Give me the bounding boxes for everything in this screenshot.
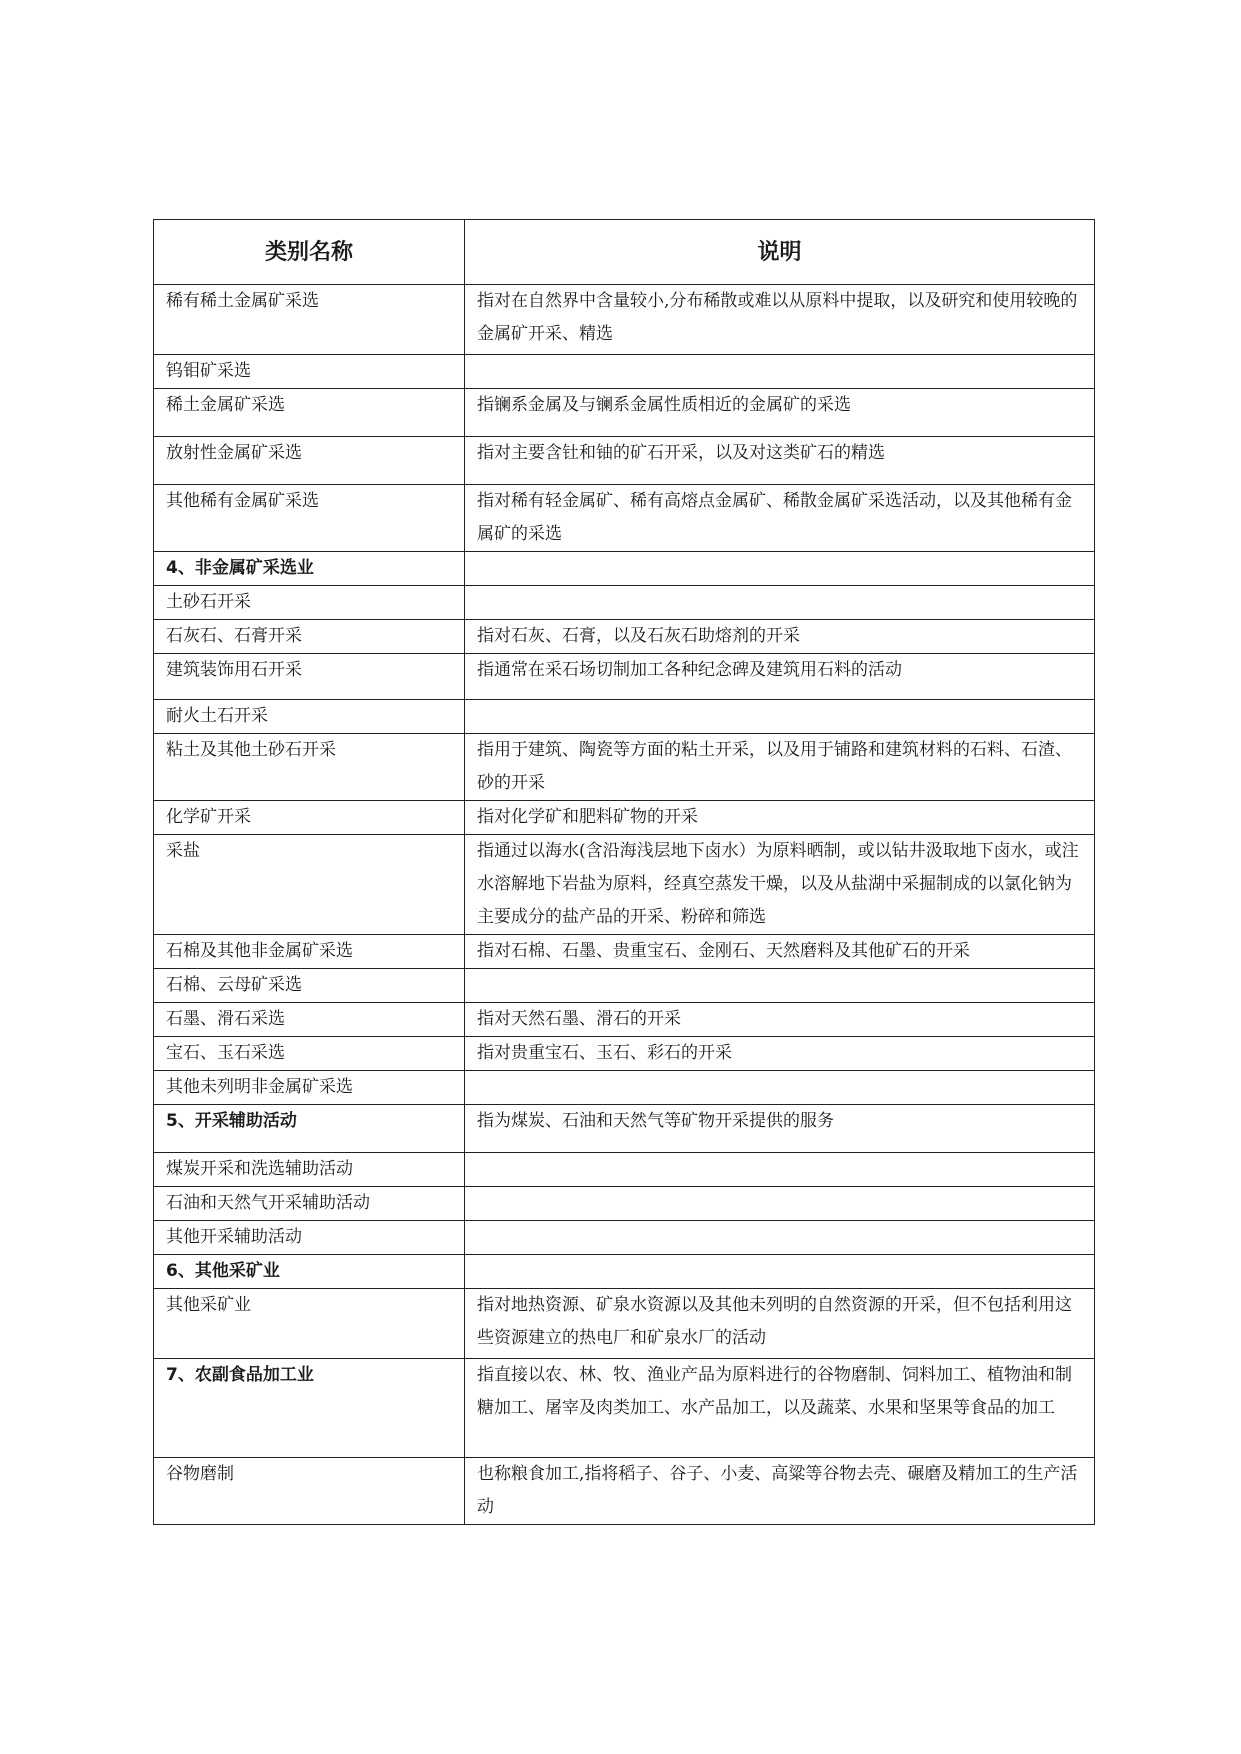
table-row bbox=[154, 620, 1095, 654]
description-cell: 指对贵重宝石、玉石、彩石的开采 bbox=[465, 1037, 1095, 1071]
category-name-cell: 其他稀有金属矿采选 bbox=[154, 485, 465, 552]
category-name-cell: 化学矿开采 bbox=[154, 801, 465, 835]
category-name-cell: 稀有稀土金属矿采选 bbox=[154, 285, 465, 355]
table-row bbox=[154, 1105, 1095, 1153]
header-category-name: 类别名称 bbox=[154, 220, 465, 285]
description-cell: 指为煤炭、石油和天然气等矿物开采提供的服务 bbox=[465, 1105, 1095, 1153]
category-name-cell: 其他采矿业 bbox=[154, 1289, 465, 1359]
category-name-cell: 4、非金属矿采选业 bbox=[154, 552, 465, 586]
category-name-cell: 宝石、玉石采选 bbox=[154, 1037, 465, 1071]
table-row bbox=[154, 552, 1095, 586]
table-row bbox=[154, 586, 1095, 620]
description-cell: 也称粮食加工,指将稻子、谷子、小麦、高粱等谷物去壳、碾磨及精加工的生产活动 bbox=[465, 1458, 1095, 1525]
description-cell: 指通常在采石场切制加工各种纪念碑及建筑用石料的活动 bbox=[465, 654, 1095, 700]
description-cell: 指对天然石墨、滑石的开采 bbox=[465, 1003, 1095, 1037]
table-row bbox=[154, 700, 1095, 734]
table-row bbox=[154, 1153, 1095, 1187]
category-name-cell: 钨钼矿采选 bbox=[154, 355, 465, 389]
description-cell bbox=[465, 355, 1095, 389]
description-cell bbox=[465, 1187, 1095, 1221]
table-row bbox=[154, 1221, 1095, 1255]
description-cell: 指直接以农、林、牧、渔业产品为原料进行的谷物磨制、饲料加工、植物油和制糖加工、屠宰及肉类加工、水产品加工，以及蔬菜、水果和坚果等食品的加工 bbox=[465, 1359, 1095, 1458]
category-name-cell: 采盐 bbox=[154, 835, 465, 935]
category-name-cell: 石油和天然气开采辅助活动 bbox=[154, 1187, 465, 1221]
category-name-cell: 粘土及其他土砂石开采 bbox=[154, 734, 465, 801]
description-cell bbox=[465, 552, 1095, 586]
table-body bbox=[154, 285, 1095, 1525]
category-name-cell: 谷物磨制 bbox=[154, 1458, 465, 1525]
category-name-cell: 放射性金属矿采选 bbox=[154, 437, 465, 485]
table-row bbox=[154, 969, 1095, 1003]
description-cell: 指对稀有轻金属矿、稀有高熔点金属矿、稀散金属矿采选活动，以及其他稀有金属矿的采选 bbox=[465, 485, 1095, 552]
category-name-cell: 稀土金属矿采选 bbox=[154, 389, 465, 437]
table-row bbox=[154, 935, 1095, 969]
table-row bbox=[154, 734, 1095, 801]
category-name-cell: 石墨、滑石采选 bbox=[154, 1003, 465, 1037]
description-cell: 指对在自然界中含量较小,分布稀散或难以从原料中提取，以及研究和使用较晚的金属矿开采、精选 bbox=[465, 285, 1095, 355]
table-row bbox=[154, 835, 1095, 935]
table-row bbox=[154, 1458, 1095, 1525]
description-cell: 指用于建筑、陶瓷等方面的粘土开采，以及用于铺路和建筑材料的石料、石渣、砂的开采 bbox=[465, 734, 1095, 801]
table-row bbox=[154, 654, 1095, 700]
table-row bbox=[154, 285, 1095, 355]
description-cell bbox=[465, 1153, 1095, 1187]
table-row bbox=[154, 1359, 1095, 1458]
description-cell: 指对石棉、石墨、贵重宝石、金刚石、天然磨料及其他矿石的开采 bbox=[465, 935, 1095, 969]
table-row bbox=[154, 1255, 1095, 1289]
table-row bbox=[154, 389, 1095, 437]
table-row bbox=[154, 485, 1095, 552]
category-name-cell: 煤炭开采和洗选辅助活动 bbox=[154, 1153, 465, 1187]
table-row bbox=[154, 437, 1095, 485]
description-cell bbox=[465, 1221, 1095, 1255]
category-name-cell: 石灰石、石膏开采 bbox=[154, 620, 465, 654]
description-cell bbox=[465, 969, 1095, 1003]
table-header-row bbox=[154, 220, 1095, 285]
table-row bbox=[154, 355, 1095, 389]
table-row bbox=[154, 801, 1095, 835]
description-cell: 指对主要含钍和铀的矿石开采，以及对这类矿石的精选 bbox=[465, 437, 1095, 485]
category-table bbox=[153, 219, 1095, 1525]
category-name-cell: 石棉及其他非金属矿采选 bbox=[154, 935, 465, 969]
category-name-cell: 石棉、云母矿采选 bbox=[154, 969, 465, 1003]
category-name-cell: 土砂石开采 bbox=[154, 586, 465, 620]
table-row bbox=[154, 1071, 1095, 1105]
description-cell: 指通过以海水(含沿海浅层地下卤水）为原料晒制，或以钻井汲取地下卤水，或注水溶解地下岩盐为原料，经真空蒸发干燥，以及从盐湖中采掘制成的以氯化钠为主要成分的盐产品的开采、粉碎和筛选 bbox=[465, 835, 1095, 935]
table-row bbox=[154, 1289, 1095, 1359]
header-description: 说明 bbox=[465, 220, 1095, 285]
description-cell bbox=[465, 586, 1095, 620]
category-name-cell: 建筑装饰用石开采 bbox=[154, 654, 465, 700]
description-cell: 指对石灰、石膏，以及石灰石助熔剂的开采 bbox=[465, 620, 1095, 654]
description-cell bbox=[465, 1071, 1095, 1105]
description-cell: 指对地热资源、矿泉水资源以及其他未列明的自然资源的开采，但不包括利用这些资源建立的热电厂和矿泉水厂的活动 bbox=[465, 1289, 1095, 1359]
description-cell bbox=[465, 1255, 1095, 1289]
table-row bbox=[154, 1187, 1095, 1221]
table-row bbox=[154, 1003, 1095, 1037]
category-name-cell: 其他开采辅助活动 bbox=[154, 1221, 465, 1255]
category-name-cell: 5、开采辅助活动 bbox=[154, 1105, 465, 1153]
category-name-cell: 其他未列明非金属矿采选 bbox=[154, 1071, 465, 1105]
description-cell: 指对化学矿和肥料矿物的开采 bbox=[465, 801, 1095, 835]
category-name-cell: 6、其他采矿业 bbox=[154, 1255, 465, 1289]
table-row bbox=[154, 1037, 1095, 1071]
category-name-cell: 7、农副食品加工业 bbox=[154, 1359, 465, 1458]
description-cell: 指镧系金属及与镧系金属性质相近的金属矿的采选 bbox=[465, 389, 1095, 437]
description-cell bbox=[465, 700, 1095, 734]
category-name-cell: 耐火土石开采 bbox=[154, 700, 465, 734]
